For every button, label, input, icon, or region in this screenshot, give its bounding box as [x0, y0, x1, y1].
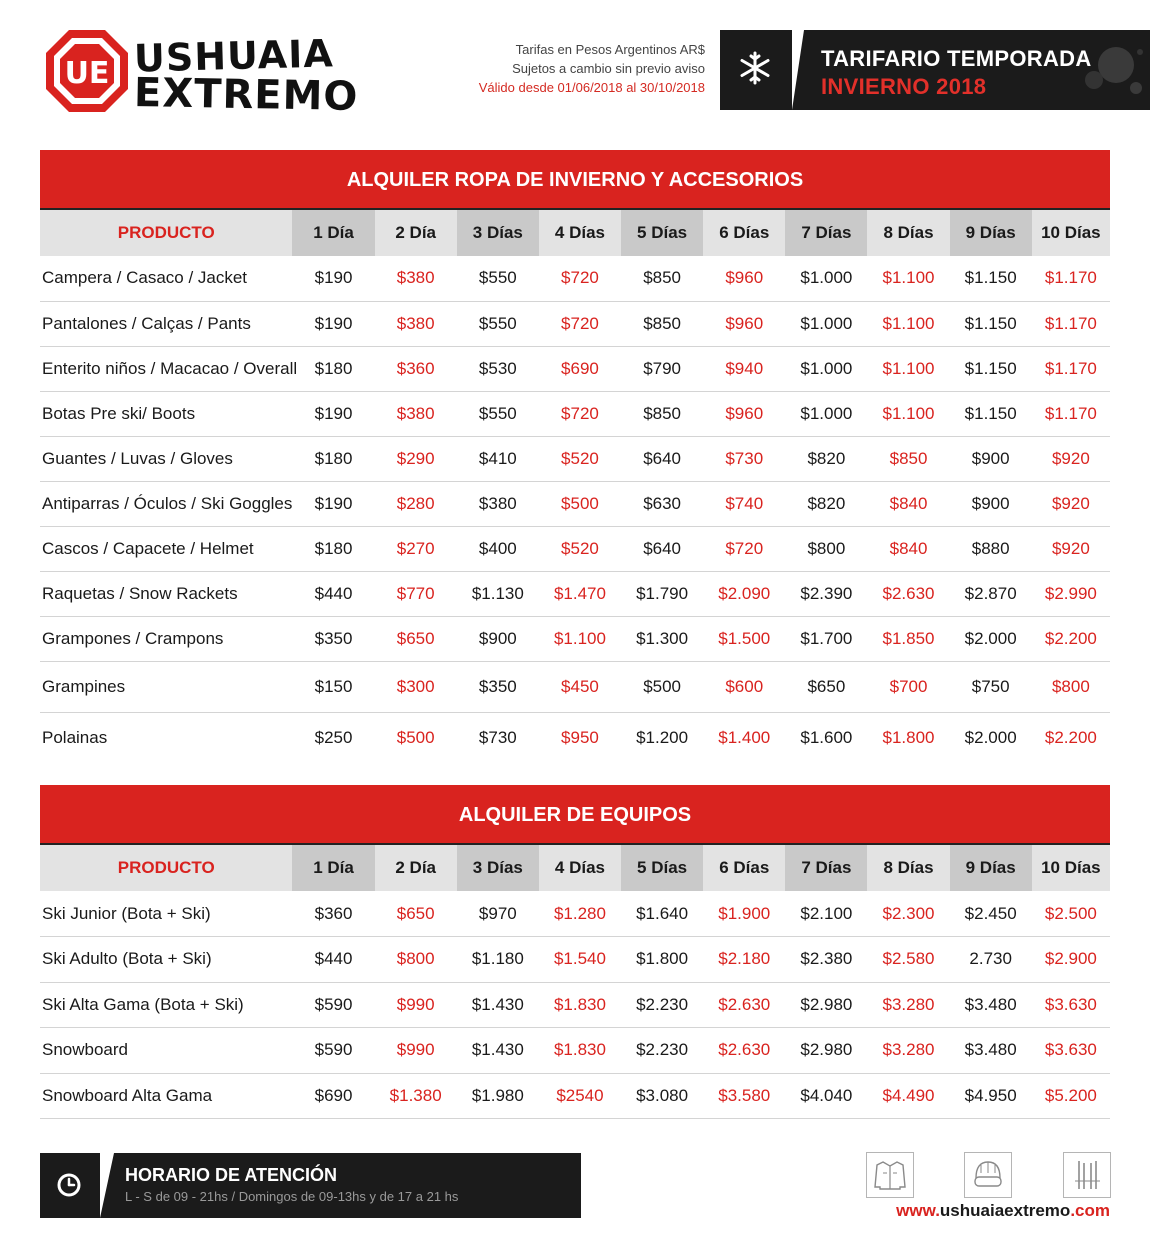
- table-row: [40, 526, 1110, 571]
- product-name: Cascos / Capacete / Helmet: [40, 526, 292, 571]
- price-cell: $650: [375, 891, 457, 937]
- equipment-price-table: [40, 845, 1110, 1119]
- price-cell: $800: [785, 526, 867, 571]
- price-cell: $550: [457, 391, 539, 436]
- price-cell: $2540: [539, 1073, 621, 1119]
- column-header-day-7: 7 Días: [785, 845, 867, 891]
- column-header-day-1: 1 Día: [292, 210, 374, 256]
- price-cell: $3.580: [703, 1073, 785, 1119]
- price-cell: $720: [539, 301, 621, 346]
- column-header-day-10: 10 Días: [1032, 845, 1110, 891]
- price-cell: $840: [867, 481, 949, 526]
- price-cell: $2.000: [964, 727, 1017, 747]
- table-header-row: [40, 210, 1110, 256]
- price-cell: $1.170: [1032, 256, 1110, 301]
- url-domain: ushuaiaextremo: [939, 1201, 1071, 1220]
- price-cell: $2.200: [1044, 727, 1097, 747]
- section-title: ALQUILER DE EQUIPOS: [40, 785, 1110, 845]
- price-cell: $2.000: [950, 616, 1032, 661]
- column-header-day-5: 5 Días: [621, 845, 703, 891]
- price-cell: $1.430: [457, 1028, 539, 1074]
- product-name: Enterito niños / Macacao / Overall: [40, 346, 292, 391]
- price-cell: $250: [314, 727, 353, 747]
- price-cell: $1.540: [539, 937, 621, 983]
- price-cell: $800: [1032, 661, 1110, 712]
- price-cell: $900: [950, 436, 1032, 481]
- table-row: [40, 391, 1110, 436]
- price-cell: $650: [375, 616, 457, 661]
- price-cell: $1.800: [882, 727, 935, 747]
- price-cell: $820: [785, 436, 867, 481]
- price-cell: $500: [396, 727, 435, 747]
- banner-separator: [100, 1153, 114, 1218]
- url-prefix: www.: [896, 1201, 940, 1220]
- column-header-day-1: 1 Día: [292, 845, 374, 891]
- price-cell: $550: [457, 256, 539, 301]
- price-cell: $4.490: [867, 1073, 949, 1119]
- price-cell: $1.000: [785, 301, 867, 346]
- table-row: [40, 712, 1110, 763]
- price-cell: $3.630: [1032, 982, 1110, 1028]
- svg-text:UE: UE: [64, 56, 110, 91]
- price-cell: $990: [375, 1028, 457, 1074]
- product-name: Ski Junior (Bota + Ski): [40, 891, 292, 937]
- price-cell: $2.630: [703, 982, 785, 1028]
- season-title: TARIFARIO TEMPORADA: [821, 46, 1092, 71]
- price-cell: $640: [621, 526, 703, 571]
- price-cell: $2.980: [785, 1028, 867, 1074]
- price-cell: $1.150: [950, 256, 1032, 301]
- column-header-day-4: 4 Días: [539, 845, 621, 891]
- table-row: [40, 346, 1110, 391]
- price-cell: $3.630: [1032, 1028, 1110, 1074]
- price-cell: $3.480: [950, 1028, 1032, 1074]
- price-cell: $5.200: [1032, 1073, 1110, 1119]
- table-header-row: [40, 845, 1110, 891]
- price-cell: $1.280: [539, 891, 621, 937]
- price-cell: $960: [703, 301, 785, 346]
- column-header-day-6: 6 Días: [703, 845, 785, 891]
- disclaimer-change-notice: Sujetos a cambio sin previo aviso: [512, 61, 705, 76]
- price-cell: $730: [478, 727, 517, 747]
- disclaimer-currency: Tarifas en Pesos Argentinos AR$: [515, 42, 705, 57]
- logo-word-extremo: EXTREMO: [133, 70, 359, 120]
- price-cell: $2.380: [785, 937, 867, 983]
- price-cell: $380: [375, 391, 457, 436]
- price-cell: $2.500: [1032, 891, 1110, 937]
- price-cell: $450: [539, 661, 621, 712]
- product-name: Polainas: [42, 727, 108, 747]
- price-cell: $2.630: [703, 1028, 785, 1074]
- price-cell: $970: [457, 891, 539, 937]
- price-cell: $900: [457, 616, 539, 661]
- price-cell: $1.100: [867, 346, 949, 391]
- price-cell: $440: [292, 937, 374, 983]
- snowflake-icon: [720, 30, 790, 110]
- section-title: ALQUILER ROPA DE INVIERNO Y ACCESORIOS: [40, 150, 1110, 210]
- price-cell: $1.170: [1032, 346, 1110, 391]
- price-cell: $1.470: [539, 571, 621, 616]
- price-cell: $720: [539, 391, 621, 436]
- price-cell: $1.000: [785, 391, 867, 436]
- table-row: [40, 481, 1110, 526]
- product-name: Ski Adulto (Bota + Ski): [40, 937, 292, 983]
- price-cell: $590: [292, 1028, 374, 1074]
- price-cell: $730: [703, 436, 785, 481]
- season-subtitle: INVIERNO 2018: [821, 74, 987, 99]
- brand-logo: [42, 20, 359, 130]
- price-cell: $960: [703, 256, 785, 301]
- product-name: Antiparras / Óculos / Ski Goggles: [40, 481, 292, 526]
- price-cell: $380: [375, 256, 457, 301]
- column-header-product: PRODUCTO: [40, 210, 292, 256]
- price-cell: $3.080: [621, 1073, 703, 1119]
- price-cell: $1.430: [457, 982, 539, 1028]
- product-name: Snowboard: [40, 1028, 292, 1074]
- price-cell: $1.400: [718, 727, 771, 747]
- price-cell: $1.170: [1032, 391, 1110, 436]
- price-cell: $690: [539, 346, 621, 391]
- price-cell: $1.800: [621, 937, 703, 983]
- product-name: Botas Pre ski/ Boots: [40, 391, 292, 436]
- price-cell: $750: [950, 661, 1032, 712]
- price-cell: $360: [292, 891, 374, 937]
- price-cell: $850: [867, 436, 949, 481]
- price-cell: $380: [457, 481, 539, 526]
- table-row: [40, 1073, 1110, 1119]
- price-cell: $1.900: [703, 891, 785, 937]
- price-cell: $190: [292, 481, 374, 526]
- price-cell: $600: [703, 661, 785, 712]
- price-cell: $1.300: [621, 616, 703, 661]
- price-cell: $850: [621, 391, 703, 436]
- logo-word-ushuaia: USHUAIA: [133, 31, 335, 81]
- price-cell: $350: [292, 616, 374, 661]
- column-header-day-4: 4 Días: [539, 210, 621, 256]
- price-cell: $2.230: [621, 1028, 703, 1074]
- price-cell: $500: [539, 481, 621, 526]
- column-header-day-8: 8 Días: [867, 845, 949, 891]
- price-cell: $150: [292, 661, 374, 712]
- table-row: [40, 436, 1110, 481]
- price-cell: $1.170: [1032, 301, 1110, 346]
- column-header-day-2: 2 Día: [375, 845, 457, 891]
- column-header-day-5: 5 Días: [621, 210, 703, 256]
- price-cell: $900: [950, 481, 1032, 526]
- price-cell: $2.450: [950, 891, 1032, 937]
- price-cell: $2.630: [867, 571, 949, 616]
- product-name: Snowboard Alta Gama: [40, 1073, 292, 1119]
- price-cell: $840: [867, 526, 949, 571]
- price-cell: $1.100: [539, 616, 621, 661]
- price-cell: $270: [375, 526, 457, 571]
- price-cell: $920: [1032, 436, 1110, 481]
- price-cell: $4.040: [785, 1073, 867, 1119]
- price-cell: $650: [785, 661, 867, 712]
- price-cell: $1.130: [457, 571, 539, 616]
- table-row: [40, 661, 1110, 712]
- price-cell: $500: [621, 661, 703, 712]
- table-row: [40, 256, 1110, 301]
- goggles-helmet-icon: [964, 1152, 1012, 1198]
- price-cell: $920: [1032, 481, 1110, 526]
- price-cell: $1.100: [867, 301, 949, 346]
- column-header-day-2: 2 Día: [375, 210, 457, 256]
- column-header-day-3: 3 Días: [457, 210, 539, 256]
- price-cell: $630: [621, 481, 703, 526]
- price-cell: $3.280: [867, 1028, 949, 1074]
- price-cell: $440: [292, 571, 374, 616]
- price-cell: $280: [375, 481, 457, 526]
- price-cell: $1.500: [703, 616, 785, 661]
- price-cell: $940: [703, 346, 785, 391]
- clock-icon: [40, 1153, 98, 1218]
- price-cell: $590: [292, 982, 374, 1028]
- price-cell: $2.870: [950, 571, 1032, 616]
- price-cell: $1.600: [800, 727, 853, 747]
- price-cell: $1.830: [539, 1028, 621, 1074]
- url-suffix: .com: [1070, 1201, 1110, 1220]
- product-name: Guantes / Luvas / Gloves: [40, 436, 292, 481]
- price-cell: $350: [457, 661, 539, 712]
- product-name: Raquetas / Snow Rackets: [40, 571, 292, 616]
- price-cell: $2.200: [1032, 616, 1110, 661]
- website-link[interactable]: [896, 1201, 1110, 1221]
- price-cell: $1.850: [867, 616, 949, 661]
- table-row: [40, 571, 1110, 616]
- price-cell: $1.380: [375, 1073, 457, 1119]
- hours-text: L - S de 09 - 21hs / Domingos de 09-13hs y de 17 a 21 hs: [125, 1189, 459, 1204]
- column-header-day-9: 9 Días: [950, 845, 1032, 891]
- price-cell: $520: [539, 526, 621, 571]
- column-header-day-6: 6 Días: [703, 210, 785, 256]
- price-cell: $3.480: [950, 982, 1032, 1028]
- price-cell: $2.580: [867, 937, 949, 983]
- price-cell: $190: [292, 256, 374, 301]
- price-cell: $180: [292, 526, 374, 571]
- price-cell: $880: [950, 526, 1032, 571]
- price-cell: $990: [375, 982, 457, 1028]
- price-cell: $1.180: [457, 937, 539, 983]
- column-header-day-8: 8 Días: [867, 210, 949, 256]
- price-cell: $380: [375, 301, 457, 346]
- table-row: [40, 1028, 1110, 1074]
- pricing-disclaimer: [479, 40, 705, 97]
- disclaimer-validity: Válido desde 01/06/2018 al 30/10/2018: [478, 80, 705, 95]
- season-banner: [720, 30, 1150, 110]
- product-name: Ski Alta Gama (Bota + Ski): [40, 982, 292, 1028]
- product-name: Campera / Casaco / Jacket: [40, 256, 292, 301]
- hours-title: HORARIO DE ATENCIÓN: [125, 1165, 338, 1185]
- price-cell: $700: [867, 661, 949, 712]
- price-cell: $1.150: [950, 346, 1032, 391]
- price-cell: $2.230: [621, 982, 703, 1028]
- table-row: [40, 301, 1110, 346]
- price-cell: $850: [621, 301, 703, 346]
- price-cell: $740: [703, 481, 785, 526]
- price-cell: $520: [539, 436, 621, 481]
- table-row: [40, 891, 1110, 937]
- price-cell: $1.640: [621, 891, 703, 937]
- price-cell: $190: [292, 391, 374, 436]
- price-cell: $960: [703, 391, 785, 436]
- clothing-rental-section: [40, 150, 1110, 763]
- price-cell: $1.100: [867, 391, 949, 436]
- logo-badge-icon: [44, 28, 130, 114]
- price-cell: $290: [375, 436, 457, 481]
- price-cell: $1.000: [785, 346, 867, 391]
- price-cell: $2.300: [867, 891, 949, 937]
- price-cell: $2.100: [785, 891, 867, 937]
- table-row: [40, 937, 1110, 983]
- price-cell: $2.390: [785, 571, 867, 616]
- price-cell: $790: [621, 346, 703, 391]
- price-cell: $640: [621, 436, 703, 481]
- table-body: [40, 256, 1110, 763]
- price-cell: $770: [375, 571, 457, 616]
- price-cell: $1.700: [785, 616, 867, 661]
- price-cell: $3.280: [867, 982, 949, 1028]
- opening-hours-banner: [40, 1153, 581, 1218]
- price-cell: $690: [292, 1073, 374, 1119]
- price-cell: $400: [457, 526, 539, 571]
- price-cell: $300: [375, 661, 457, 712]
- column-header-day-7: 7 Días: [785, 210, 867, 256]
- price-cell: $180: [292, 346, 374, 391]
- price-cell: $1.100: [867, 256, 949, 301]
- price-cell: $820: [785, 481, 867, 526]
- product-name: Pantalones / Calças / Pants: [40, 301, 292, 346]
- price-cell: $950: [561, 727, 599, 747]
- price-cell: $190: [292, 301, 374, 346]
- equipment-rental-section: [40, 785, 1110, 1119]
- price-cell: $1.790: [621, 571, 703, 616]
- price-cell: $360: [375, 346, 457, 391]
- price-cell: $2.900: [1032, 937, 1110, 983]
- product-name: Grampones / Crampons: [40, 616, 292, 661]
- price-cell: $1.000: [785, 256, 867, 301]
- price-cell: $720: [703, 526, 785, 571]
- price-cell: $1.980: [457, 1073, 539, 1119]
- price-cell: $410: [457, 436, 539, 481]
- jacket-icon: [866, 1152, 914, 1198]
- ski-poles-icon: [1063, 1152, 1111, 1198]
- price-cell: $530: [457, 346, 539, 391]
- column-header-product: PRODUCTO: [40, 845, 292, 891]
- price-cell: $550: [457, 301, 539, 346]
- price-cell: $4.950: [950, 1073, 1032, 1119]
- price-cell: $2.090: [703, 571, 785, 616]
- table-body: [40, 891, 1110, 1119]
- price-cell: $2.180: [703, 937, 785, 983]
- price-cell: $1.150: [950, 301, 1032, 346]
- price-cell: $180: [292, 436, 374, 481]
- column-header-day-3: 3 Días: [457, 845, 539, 891]
- price-cell: $720: [539, 256, 621, 301]
- price-cell: $2.990: [1032, 571, 1110, 616]
- price-cell: $1.150: [950, 391, 1032, 436]
- product-name: Grampines: [40, 661, 292, 712]
- column-header-day-9: 9 Días: [950, 210, 1032, 256]
- price-cell: 2.730: [950, 937, 1032, 983]
- price-cell: $850: [621, 256, 703, 301]
- price-cell: $2.980: [785, 982, 867, 1028]
- price-cell: $920: [1032, 526, 1110, 571]
- price-cell: $800: [375, 937, 457, 983]
- clothing-price-table: [40, 210, 1110, 763]
- column-header-day-10: 10 Días: [1032, 210, 1110, 256]
- table-row: [40, 982, 1110, 1028]
- table-row: [40, 616, 1110, 661]
- banner-separator: [792, 30, 804, 110]
- price-cell: $1.200: [636, 727, 689, 747]
- price-cell: $1.830: [539, 982, 621, 1028]
